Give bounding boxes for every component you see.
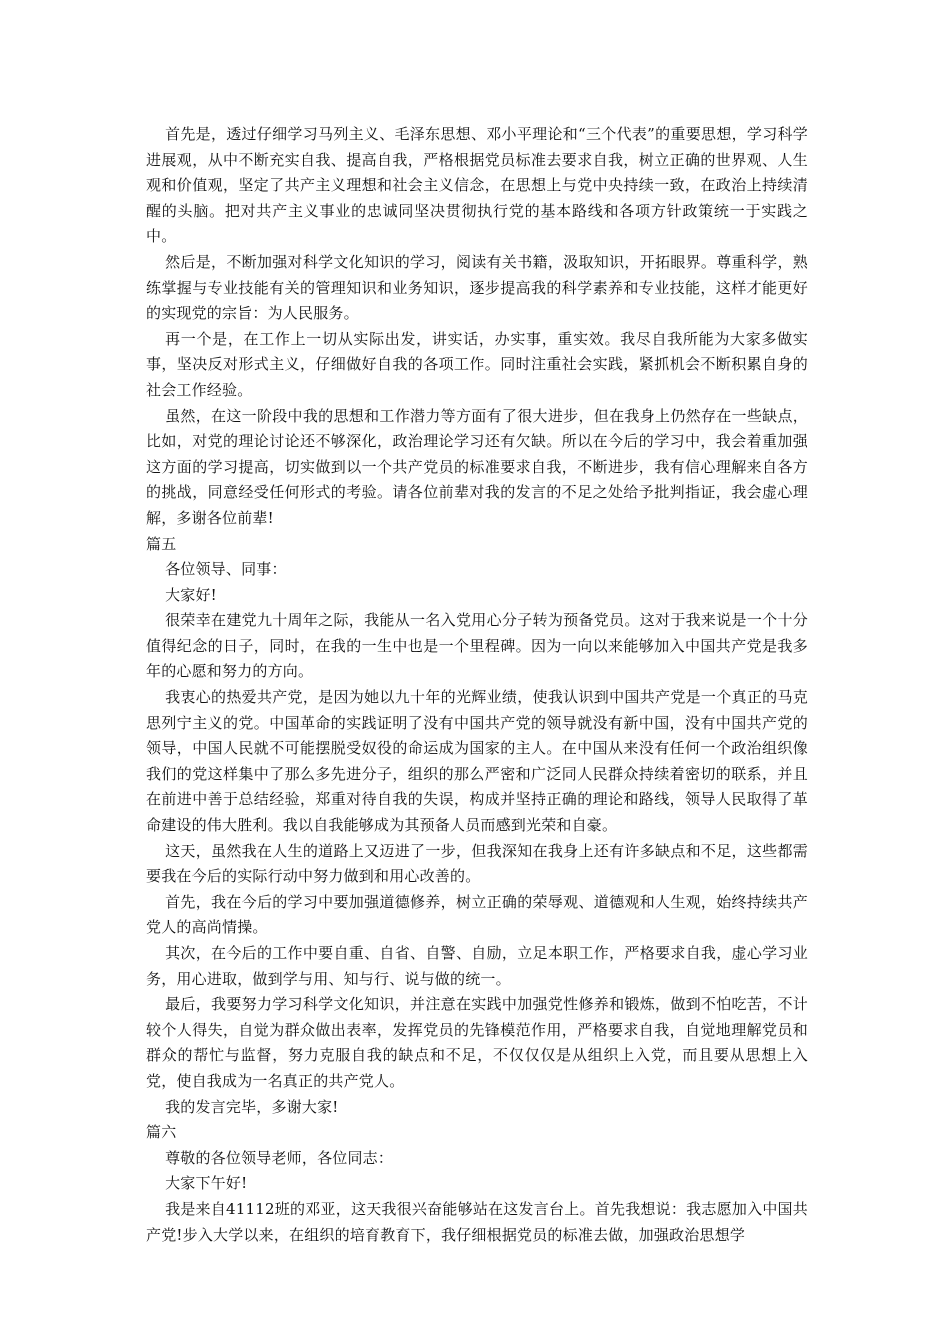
paragraph: 各位领导、同事：: [165, 560, 287, 579]
paragraph: 尊敬的各位领导老师，各位同志：: [165, 1148, 394, 1167]
paragraph: 我的发言完毕，多谢大家!: [165, 1097, 339, 1116]
paragraph: 我衷心的热爱共产党，是因为她以九十年的光辉业绩，使我认识到中国共产党是一个真正的马克思列宁主义的党。中国革命的实践证明了没有中国共产党的领导就没有新中国，没有中国共产党的领导，中国人民就不可能摆脱受奴役的命运成为国家的主人。在中国从来没有任何一个政治组织像我们的党这样集中了那么多先进分子，组织的那么严密和广泛同人民群众持续着密切的联系，并且在前进中善于总结经验，郑重对待自我的失误，构成并坚持正确的理论和路线，领导人民取得了革命建设的伟大胜利。我以自我能够成为其预备人员而感到光荣和自豪。: [146, 688, 808, 835]
paragraph: 最后，我要努力学习科学文化知识，并注意在实践中加强党性修养和锻炼，做到不怕吃苦，不计较个人得失，自觉为群众做出表率，发挥党员的先锋模范作用，严格要求自我，自觉地理解党员和群众的帮忙与监督，努力克服自我的缺点和不足，不仅仅仅是从组织上入党，而且要从思想上入党，使自我成为一名真正的共产党人。: [146, 995, 808, 1090]
section-heading: 篇六: [146, 1123, 177, 1142]
paragraph: 其次，在今后的工作中要自重、自省、自警、自励，立足本职工作，严格要求自我，虚心学习业务，用心进取，做到学与用、知与行、说与做的统一。: [146, 944, 808, 988]
paragraph: 很荣幸在建党九十周年之际，我能从一名入党用心分子转为预备党员。这对于我来说是一个十分值得纪念的日子，同时，在我的一生中也是一个里程碑。因为一向以来能够加入中国共产党是我多年的心愿和努力的方向。: [146, 611, 808, 681]
section-heading: 篇五: [146, 534, 177, 553]
paragraph: 虽然，在这一阶段中我的思想和工作潜力等方面有了很大进步，但在我身上仍然存在一些缺点，比如，对党的理论讨论还不够深化，政治理论学习还有欠缺。所以在今后的学习中，我会着重加强这方面的学习提高，切实做到以一个共产党员的标准要求自我，不断进步，我有信心理解来自各方的挑战，同意经受任何形式的考验。请各位前辈对我的发言的不足之处给予批判指证，我会虚心理解，多谢各位前辈!: [146, 406, 808, 527]
paragraph: 首先，我在今后的学习中要加强道德修养，树立正确的荣辱观、道德观和人生观，始终持续共产党人的高尚情操。: [146, 892, 808, 937]
paragraph: 首先是，透过仔细学习马列主义、毛泽东思想、邓小平理论和“三个代表”的重要思想，学习科学进展观，从中不断充实自我、提高自我，严格根据党员标准去要求自我，树立正确的世界观、人生观和价值观，坚定了共产主义理想和社会主义信念，在思想上与党中央持续一致，在政治上持续清醒的头脑。把对共产主义事业的忠诚同坚决贯彻执行党的基本路线和各项方针政策统一于实践之中。: [146, 125, 808, 246]
paragraph: 大家下午好!: [165, 1174, 248, 1193]
paragraph: 这天，虽然我在人生的道路上又迈进了一步，但我深知在我身上还有许多缺点和不足，这些都需要我在今后的实际行动中努力做到和用心改善的。: [146, 841, 808, 886]
document-body: [146, 122, 808, 1248]
paragraph: 再一个是，在工作上一切从实际出发，讲实话，办实事，重实效。我尽自我所能为大家多做实事，坚决反对形式主义，仔细做好自我的各项工作。同时注重社会实践，紧抓机会不断积累自身的社会工作经验。: [146, 329, 808, 399]
paragraph: 大家好!: [165, 585, 217, 604]
paragraph: 我是来自41112班的邓亚，这天我很兴奋能够站在这发言台上。首先我想说：我志愿加入中国共产党!步入大学以来，在组织的培育教育下，我仔细根据党员的标准去做，加强政治思想学: [146, 1199, 808, 1244]
paragraph: 然后是，不断加强对科学文化知识的学习，阅读有关书籍，汲取知识，开拓眼界。尊重科学，熟练掌握与专业技能有关的管理知识和业务知识，逐步提高我的科学素养和专业技能，这样才能更好的实现党的宗旨：为人民服务。: [146, 252, 808, 323]
